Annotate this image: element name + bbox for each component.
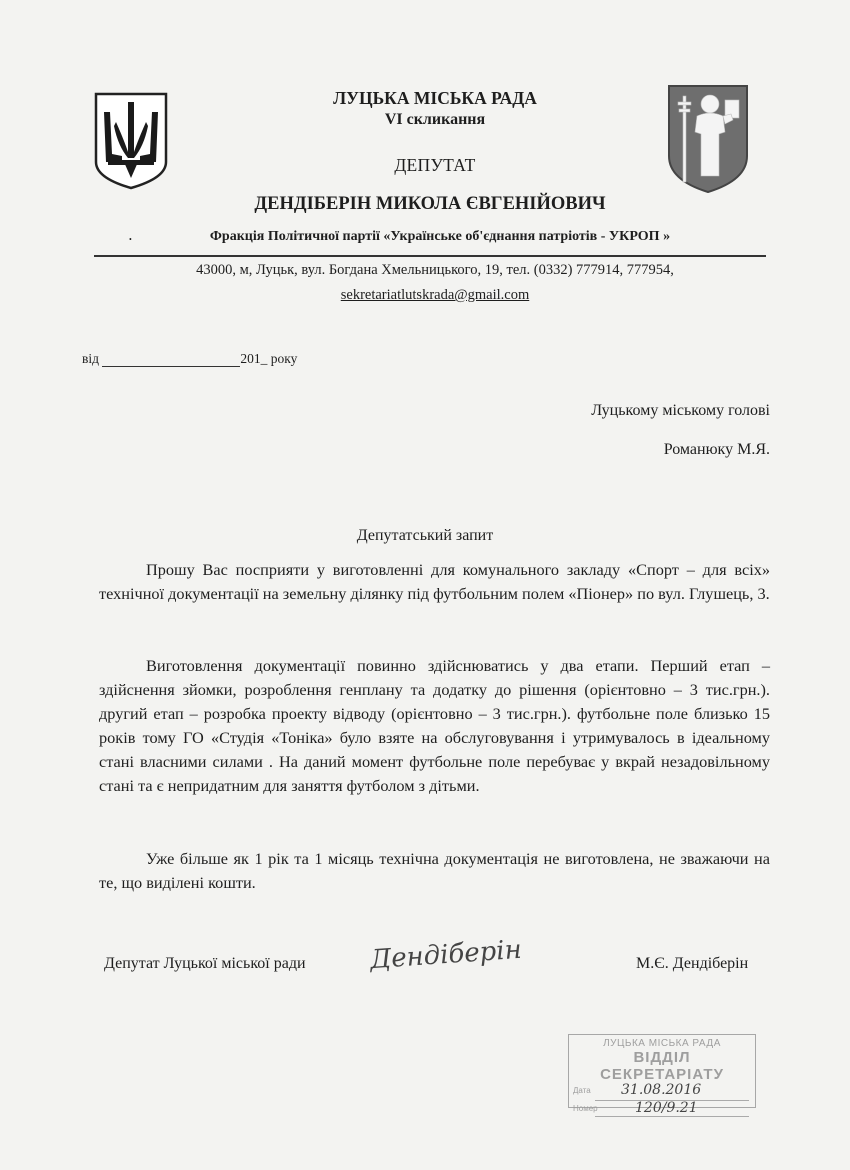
handwritten-signature: Дендіберін (369, 934, 523, 976)
date-blank[interactable] (102, 354, 240, 367)
stamp-line-2: ВІДДІЛ СЕКРЕТАРІАТУ (600, 1049, 724, 1083)
signature-name: М.Є. Дендіберін (636, 955, 749, 972)
stamp-number-value: 120/9.21 (635, 1100, 698, 1116)
faction-line: Фракція Політичної партії «Українське об'єднання патріотів - УКРОП » (209, 229, 671, 244)
ukraine-trident-icon (94, 92, 168, 190)
stamp-number-label: Номер (573, 1104, 598, 1113)
email-link[interactable]: sekretariatlutskrada@gmail.com (340, 287, 530, 303)
paragraph-3: Уже більше як 1 рік та 1 місяць технічна документація не виготовлена, не зважаючи на те, що виділені кошти. (99, 849, 770, 892)
council-name: ЛУЦЬКА МІСЬКА РАДА (333, 88, 537, 108)
bullet-dot: • (129, 235, 132, 244)
header-divider (94, 255, 766, 257)
stamp-date-value: 31.08.2016 (621, 1082, 702, 1098)
role-title: ДЕПУТАТ (394, 155, 476, 175)
deputy-name: ДЕНДІБЕРІН МИКОЛА ЄВГЕНІЙОВИЧ (254, 194, 606, 214)
address-line: 43000, м, Луцьк, вул. Богдана Хмельницького, 19, тел. (0332) 777914, 777954, (196, 262, 674, 278)
document-title: Депутатський запит (356, 527, 494, 544)
signature-position: Депутат Луцької міської ради (104, 955, 306, 972)
date-line (82, 351, 297, 367)
convocation: VI скликання (384, 111, 486, 128)
registration-stamp (568, 1034, 756, 1116)
paragraph-1: Прошу Вас посприяти у виготовленні для комунального закладу «Спорт – для всіх» технічної документації на земельну ділянку під футбольним полем «Піонер» по вул. Глушець, 3. (99, 560, 770, 603)
stamp-line-1: ЛУЦЬКА МІСЬКА РАДА (603, 1038, 721, 1049)
paragraph-2: Виготовлення документації повинно здійснюватись у два етапи. Перший етап – здійснення зйомки, розроблення генплану та додатку до рішення (орієнтовно – 3 тис.грн.). другий етап – розробка проекту відводу (орієнтовно – 3 тис.грн.). футбольне поле близько 15 років тому ГО «Студія «Тоніка» було взяте на обслуговування і утримувалось в ідеальному стані власними силами . На даний момент футбольне поле перебуває у вкрай незадовільному стані та є непридатним для заняття футболом з дітьми. (99, 656, 770, 795)
lutsk-coat-of-arms-icon (667, 84, 749, 194)
date-suffix: 201_ року (240, 351, 298, 366)
stamp-date-label: Дата (573, 1086, 591, 1095)
addressee-line-1: Луцькому міському голові (591, 402, 770, 419)
addressee-line-2: Романюку М.Я. (663, 441, 770, 458)
date-prefix: від (82, 351, 99, 366)
